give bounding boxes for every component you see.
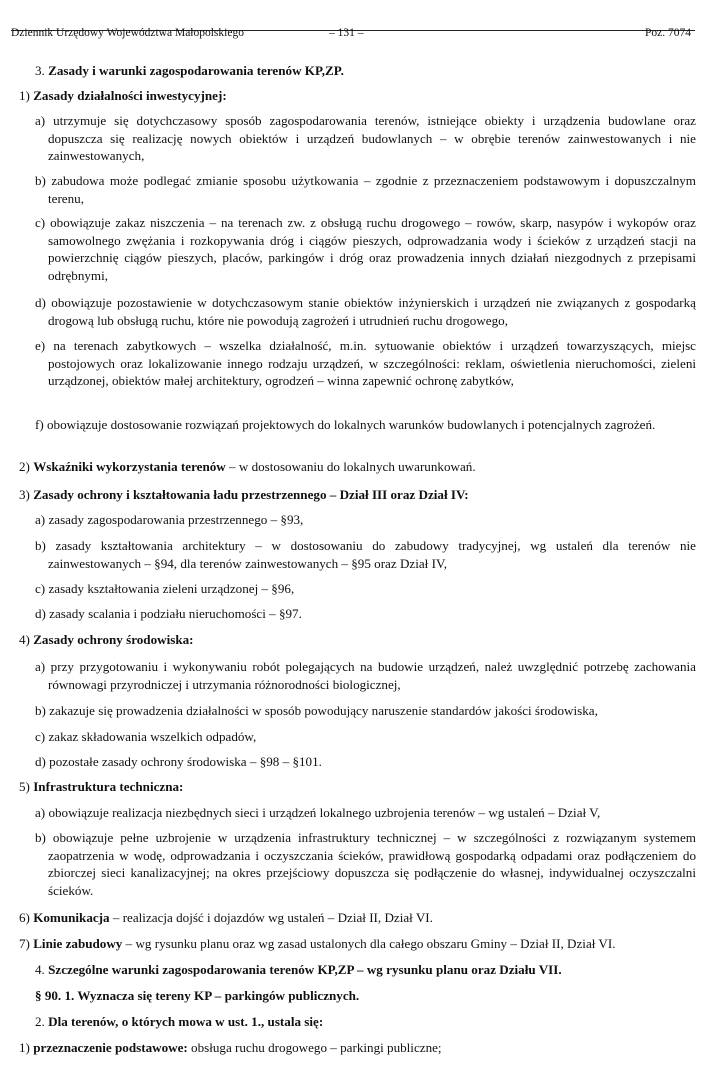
point-1-item-a: a) utrzymuje się dotychczasowy sposób zagospodarowania terenów, istniejące obiekty i urządzenia budowlane oraz dopuszcza się realizację nowych obiektów i urządzeń budowlanych – w obrębie terenów zainwestowanych i nie zainwestowanych, <box>35 113 696 164</box>
page-header <box>11 27 695 39</box>
point-1-item-c: c) obowiązuje zakaz niszczenia – na terenach zw. z obsługą ruchu drogowego – rowów, skarp, nasypów i wykopów oraz samowolnego zwężania i rozkopywania dróg i ciągów pieszych, odprowadzania wody i ścieków z urządzeń stacji na powierzchnię ciągów pieszych, placów, parkingów i dróg oraz prowadzenia innych działań niezgodnych z przepisami odrębnymi, <box>35 215 696 283</box>
point-3-item-c: c) zasady kształtowania zieleni urządzonej – §96, <box>35 581 295 596</box>
point-7: 7) Linie zabudowy – wg rysunku planu oraz wg zasad ustalonych dla całego obszaru Gminy – Dział II, Dział VI. <box>19 936 616 951</box>
point-1-heading: 1) Zasady działalności inwestycyjnej: <box>19 88 227 103</box>
point-3-item-a: a) zasady zagospodarowania przestrzennego – §93, <box>35 512 304 527</box>
journal-title: Dziennik Urzędowy Województwa Małopolskiego <box>11 27 244 39</box>
point-5-heading: 5) Infrastruktura techniczna: <box>19 779 184 794</box>
point-5-item-b: b) obowiązuje pełne uzbrojenie w urządzenia infrastruktury technicznej – w szczególności z rozwiązanym systemem zaopatrzenia w wodę, odprowadzania i oczyszczania ścieków, prawidłową gospodarką odpadami oraz podłączeniem do zbiorczej sieci kanalizacyjnej; na okres przejściowy dopuszcza się podłączenie do własnej, indywidualnej oczyszczalni ścieków. <box>35 830 696 898</box>
point-4-heading: 4) Zasady ochrony środowiska: <box>19 632 194 647</box>
point-1-item-e: e) na terenach zabytkowych – wszelka działalność, m.in. sytuowanie obiektów i urządzeń towarzyszących, miejsc postojowych oraz lokalizowanie innego rodzaju urządzeń, w szczególności: reklam, oświetlenia nieruchomości, zieleni urządzonej, obiektów małej architektury, ogrodzeń – winna zapewnić ochronę zabytków, <box>35 338 696 389</box>
point-3-heading: 3) Zasady ochrony i kształtowania ładu przestrzennego – Dział III oraz Dział IV: <box>19 487 469 502</box>
section-2-heading: 2. Dla terenów, o których mowa w ust. 1., ustala się: <box>35 1014 324 1029</box>
paragraph-90: § 90. 1. Wyznacza się tereny KP – parkingów publicznych. <box>35 988 360 1003</box>
point-1-item-d: d) obowiązuje pozostawienie w dotychczasowym stanie obiektów inżynierskich i urządzeń nie związanych z gospodarką drogową lub obsługą ruchu, które nie powodują zagrożeń i utrudnień ruchu drogowego, <box>35 295 696 328</box>
position-number: Poz. 7074 <box>645 27 691 39</box>
point-5-item-a: a) obowiązuje realizacja niezbędnych sieci i urządzeń lokalnego uzbrojenia terenów – wg ustaleń – Dział V, <box>35 805 601 820</box>
point-6: 6) Komunikacja – realizacja dojść i dojazdów wg ustaleń – Dział II, Dział VI. <box>19 910 433 925</box>
point-4-item-d: d) pozostałe zasady ochrony środowiska – §98 – §101. <box>35 754 322 769</box>
point-1-item-b: b) zabudowa może podlegać zmianie sposobu użytkowania – zgodnie z przeznaczeniem podstawowym i dopuszczalnym terenu, <box>35 173 696 206</box>
point-4-item-a: a) przy przygotowaniu i wykonywaniu robót polegających na budowie urządzeń, należ uwzględnić potrzebę zachowania równowagi przyrodniczej i utrzymania różnorodności biologicznej, <box>35 659 696 692</box>
point-2: 2) Wskaźniki wykorzystania terenów – w dostosowaniu do lokalnych uwarunkowań. <box>19 459 476 474</box>
point-4-item-b: b) zakazuje się prowadzenia działalności w sposób powodujący naruszenie standardów jakości środowiska, <box>35 703 598 718</box>
page-number: – 131 – <box>329 27 364 39</box>
point-3-item-d: d) zasady scalania i podziału nieruchomości – §97. <box>35 606 302 621</box>
section-3-heading: 3. Zasady i warunki zagospodarowania terenów KP,ZP. <box>35 63 344 78</box>
section-3-title: Zasady i warunki zagospodarowania terenów KP,ZP. <box>48 63 344 78</box>
point-1-item-f: f) obowiązuje dostosowanie rozwiązań projektowych do lokalnych warunków budowlanych i potencjalnych zagrożeń. <box>35 417 656 432</box>
final-point-1: 1) przeznaczenie podstawowe: obsługa ruchu drogowego – parkingi publiczne; <box>19 1040 442 1055</box>
point-3-item-b: b) zasady kształtowania architektury – w dostosowaniu do zabudowy tradycyjnej, wg ustaleń dla terenów nie zainwestowanych – §94, dla terenów zainwestowanych – §95 oraz Dział IV, <box>35 538 696 571</box>
point-4-item-c: c) zakaz składowania wszelkich odpadów, <box>35 729 257 744</box>
section-4-heading: 4. Szczególne warunki zagospodarowania terenów KP,ZP – wg rysunku planu oraz Działu VII. <box>35 962 562 977</box>
